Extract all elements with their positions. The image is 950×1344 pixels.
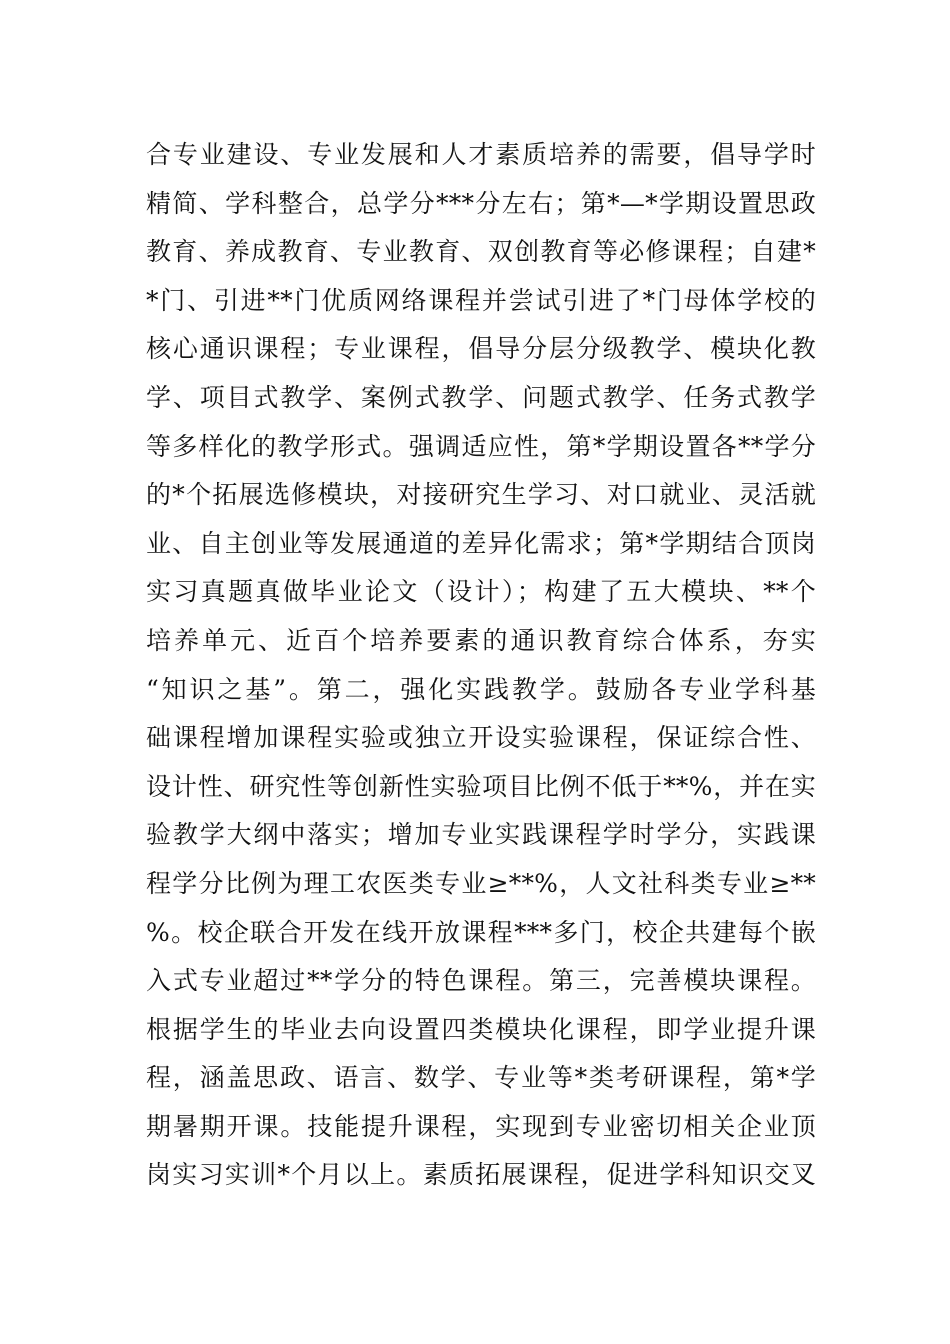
text-line: 程，涵盖思政、语言、数学、专业等*类考研课程，第*学 [146, 1063, 816, 1093]
body-paragraph [146, 131, 816, 1200]
text-line: 入式专业超过**学分的特色课程。第三，完善模块课程。 [146, 966, 816, 996]
text-line: 核心通识课程；专业课程，倡导分层分级教学、模块化教 [146, 334, 816, 364]
text-line: *门、引进**门优质网络课程并尝试引进了*门母体学校的 [146, 285, 816, 315]
text-line: 教育、养成教育、专业教育、双创教育等必修课程；自建* [146, 237, 816, 267]
text-line: 岗实习实训*个月以上。素质拓展课程，促进学科知识交叉 [146, 1160, 816, 1190]
text-line: 程学分比例为理工农医类专业≥**%，人文社科类专业≥** [146, 868, 816, 898]
text-line: 学、项目式教学、案例式教学、问题式教学、任务式教学 [146, 382, 816, 412]
text-line: 设计性、研究性等创新性实验项目比例不低于**%，并在实 [146, 771, 816, 801]
text-line: 实习真题真做毕业论文（设计）；构建了五大模块、**个 [146, 577, 816, 607]
text-line: 等多样化的教学形式。强调适应性，第*学期设置各**学分 [146, 431, 816, 461]
text-line: 的*个拓展选修模块，对接研究生学习、对口就业、灵活就 [146, 480, 816, 510]
text-line: 根据学生的毕业去向设置四类模块化课程，即学业提升课 [146, 1014, 816, 1044]
text-line: 业、自主创业等发展通道的差异化需求；第*学期结合顶岗 [146, 528, 816, 558]
text-line: %。校企联合开发在线开放课程***多门，校企共建每个嵌 [146, 917, 816, 947]
text-line: 础课程增加课程实验或独立开设实验课程，保证综合性、 [146, 723, 816, 753]
text-line: 期暑期开课。技能提升课程，实现到专业密切相关企业顶 [146, 1111, 816, 1141]
text-line: 培养单元、近百个培养要素的通识教育综合体系，夯实 [146, 625, 816, 655]
text-line: “知识之基”。第二，强化实践教学。鼓励各专业学科基 [146, 674, 816, 704]
text-line: 精简、学科整合，总学分***分左右；第*—*学期设置思政 [146, 188, 816, 218]
text-line: 验教学大纲中落实；增加专业实践课程学时学分，实践课 [146, 820, 816, 850]
text-line: 合专业建设、专业发展和人才素质培养的需要，倡导学时 [146, 140, 816, 169]
